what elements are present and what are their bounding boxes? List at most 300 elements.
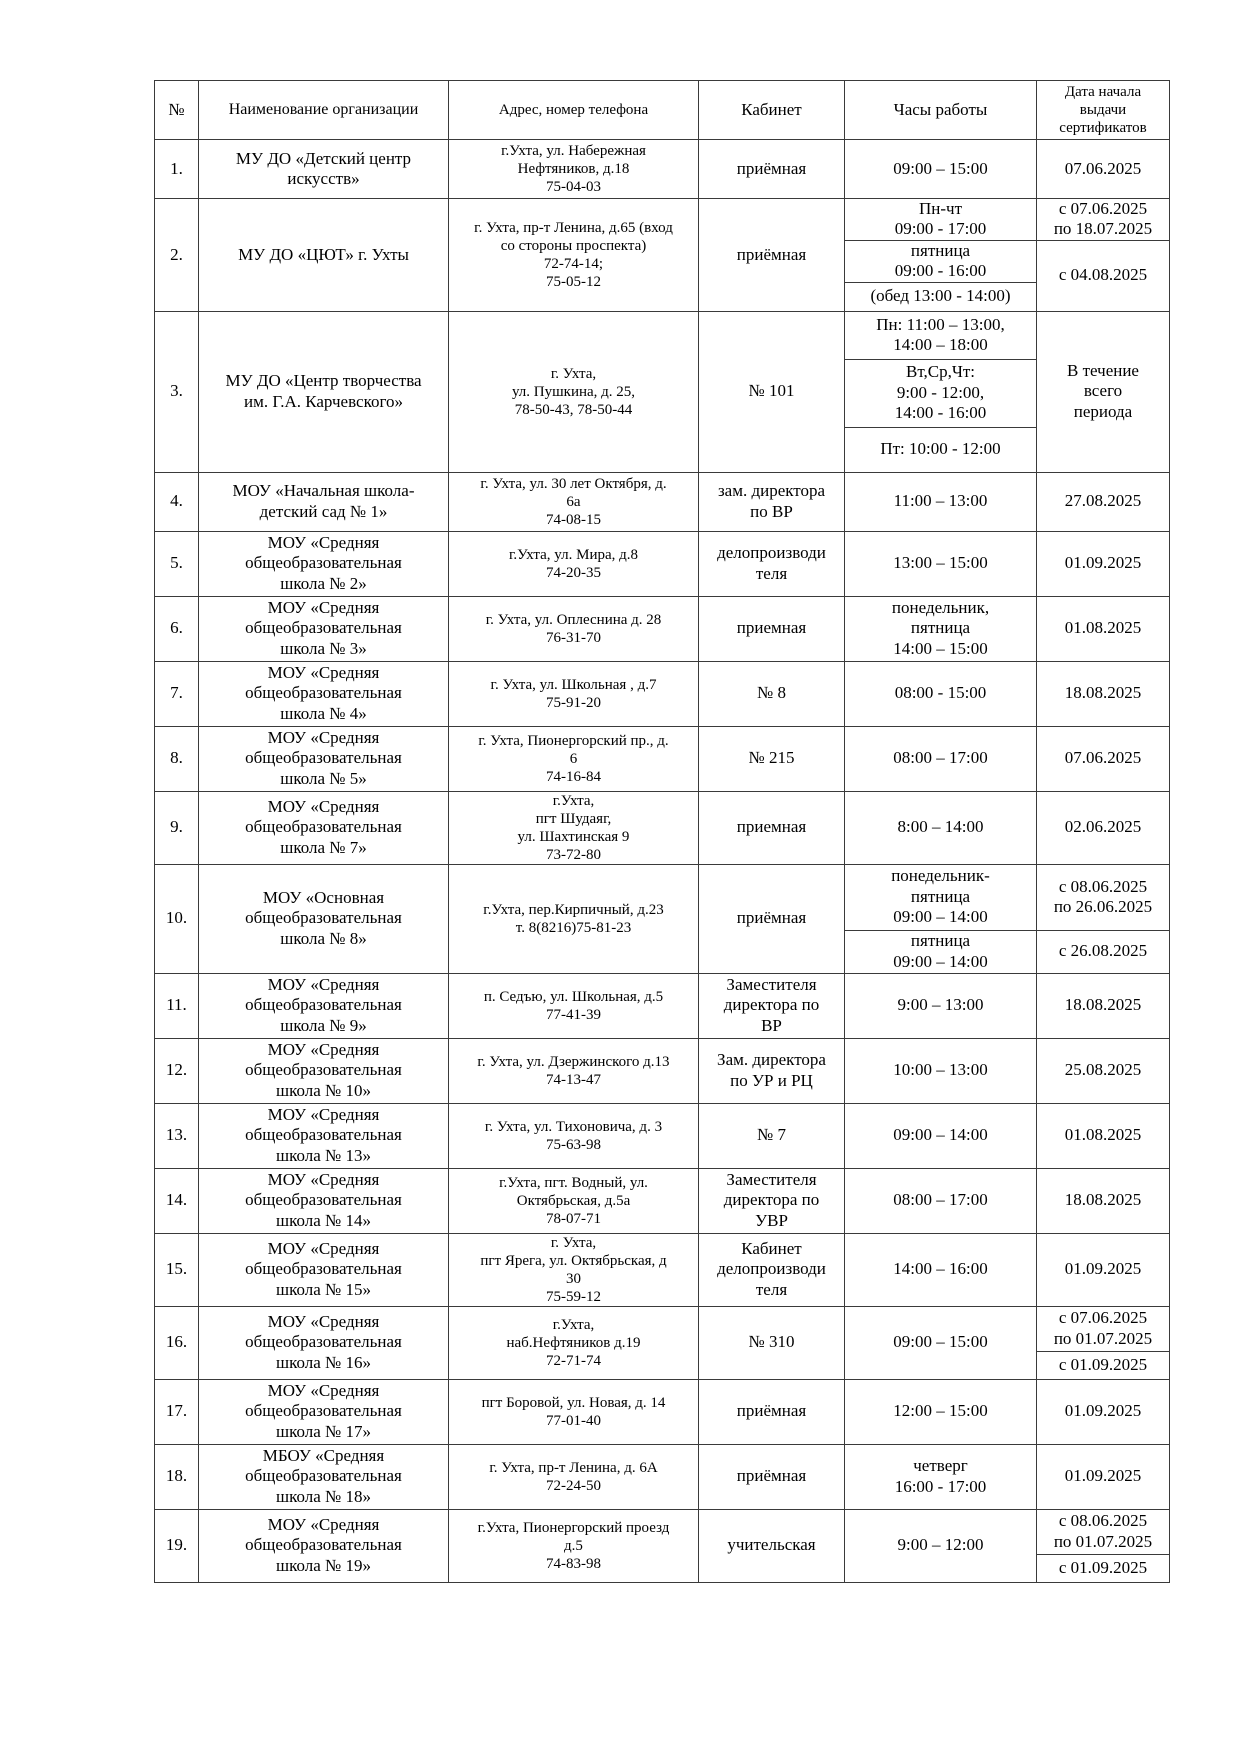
start-date xyxy=(1037,864,1170,930)
office-room xyxy=(699,1509,845,1582)
start-date xyxy=(1037,1351,1170,1379)
office-line: приёмная xyxy=(736,158,807,178)
date-line: 01.09.2025 xyxy=(1064,1466,1142,1486)
address-line: Октябрьская, д.5а xyxy=(516,1192,631,1209)
hours-line: 09:00 – 14:00 xyxy=(893,951,988,971)
hours-line: 11:00 – 13:00 xyxy=(893,491,988,511)
hours-line: 14:00 – 15:00 xyxy=(893,638,988,658)
organization-name xyxy=(199,596,449,661)
organization-line: школа № 19» xyxy=(275,1555,371,1575)
hours-line: 09:00 – 15:00 xyxy=(893,1332,988,1352)
hours-line: пятница xyxy=(910,240,971,260)
office-room xyxy=(699,311,845,472)
address-line: со стороны проспекта) xyxy=(500,237,647,254)
organization-name xyxy=(199,311,449,472)
address-line: г. Ухта, ул. Оплеснина д. 28 xyxy=(485,611,662,628)
date-line: с 26.08.2025 xyxy=(1058,941,1148,961)
address-line: 74-20-35 xyxy=(546,564,601,581)
address-line: 78-07-71 xyxy=(546,1210,601,1227)
address-line: 30 xyxy=(566,1270,581,1287)
date-line: с 07.06.2025 xyxy=(1058,1308,1148,1328)
hours-line: 08:00 - 15:00 xyxy=(894,683,987,703)
date-line: 27.08.2025 xyxy=(1064,491,1142,511)
organization-line: МОУ «Средняя xyxy=(267,796,380,816)
organization-name xyxy=(199,726,449,791)
organization-line: МУ ДО «ЦЮТ» г. Ухты xyxy=(238,244,409,264)
hours-line: 8:00 – 14:00 xyxy=(897,817,984,837)
address-line: т. 8(8216)75-81-23 xyxy=(515,919,632,936)
start-date xyxy=(1037,531,1170,596)
header-date-line: сертификатов xyxy=(1059,120,1147,136)
start-date xyxy=(1037,973,1170,1038)
hours-line: 09:00 – 15:00 xyxy=(893,158,988,178)
office-line: № 310 xyxy=(748,1332,795,1352)
hours-line: 13:00 – 15:00 xyxy=(893,553,988,573)
office-room xyxy=(699,661,845,726)
office-room xyxy=(699,973,845,1038)
start-date xyxy=(1037,240,1170,311)
office-line: ВР xyxy=(761,1015,782,1035)
working-hours xyxy=(845,1306,1037,1379)
start-date xyxy=(1037,930,1170,973)
organization-line: МОУ «Средняя xyxy=(267,1380,380,1400)
table-row xyxy=(155,140,1170,199)
office-line: № 8 xyxy=(757,683,786,703)
date-line: по 01.07.2025 xyxy=(1053,1531,1153,1551)
office-room xyxy=(699,199,845,312)
office-line: № 7 xyxy=(757,1125,786,1145)
table-row xyxy=(155,1038,1170,1103)
office-room xyxy=(699,140,845,199)
address-phone xyxy=(449,1509,699,1582)
organization-name xyxy=(199,1103,449,1168)
start-date xyxy=(1037,1509,1170,1554)
address-line: г. Ухта, ул. Школьная , д.7 xyxy=(490,676,657,693)
organization-line: МУ ДО «Детский центр xyxy=(235,148,412,168)
working-hours xyxy=(845,1379,1037,1444)
working-hours xyxy=(845,240,1037,282)
organization-line: школа № 5» xyxy=(280,768,367,788)
address-line: г.Ухта, пер.Кирпичный, д.23 xyxy=(483,901,664,918)
date-line: по 01.07.2025 xyxy=(1053,1328,1153,1348)
address-line: 74-08-15 xyxy=(546,511,601,528)
row-number: 18. xyxy=(155,1444,199,1509)
working-hours xyxy=(845,1233,1037,1306)
address-line: г. Ухта, ул. Тихоновича, д. 3 xyxy=(484,1118,663,1135)
header-hours: Часы работы xyxy=(845,81,1037,140)
office-line: приемная xyxy=(736,817,807,837)
address-line: г.Ухта, Пионергорский проезд xyxy=(477,1519,670,1536)
address-line: 75-04-03 xyxy=(546,179,601,195)
hours-line: пятница xyxy=(910,618,971,638)
organization-name xyxy=(199,1168,449,1233)
address-line: г. Ухта, ул. Дзержинского д.13 xyxy=(477,1053,670,1070)
organization-line: общеобразовательная xyxy=(245,618,402,638)
date-line: с 07.06.2025 xyxy=(1058,199,1148,218)
hours-line: 08:00 – 17:00 xyxy=(893,748,988,768)
header-date-line: Дата начала xyxy=(1064,84,1142,100)
address-line: пгт Шудаяг, xyxy=(535,810,612,827)
working-hours xyxy=(845,311,1037,359)
row-number: 4. xyxy=(155,472,199,531)
hours-line: 09:00 – 14:00 xyxy=(893,907,988,927)
organization-line: школа № 17» xyxy=(275,1421,371,1441)
date-line: 01.08.2025 xyxy=(1064,1125,1142,1145)
hours-line: 14:00 – 16:00 xyxy=(893,1259,988,1279)
address-line: 75-63-98 xyxy=(546,1136,601,1153)
start-date xyxy=(1037,1038,1170,1103)
address-line: г. Ухта, пр-т Ленина, д.65 (вход xyxy=(474,219,673,236)
office-room xyxy=(699,1103,845,1168)
address-line: Нефтяников, д.18 xyxy=(517,161,630,177)
office-line: № 101 xyxy=(748,381,795,401)
hours-line: четверг xyxy=(913,1456,968,1476)
organization-line: школа № 16» xyxy=(275,1352,371,1372)
address-line: г.Ухта, пгт. Водный, ул. xyxy=(499,1174,648,1191)
date-line: 18.08.2025 xyxy=(1064,683,1142,703)
hours-line: 09:00 - 16:00 xyxy=(894,261,987,281)
organization-line: общеобразовательная xyxy=(245,1535,402,1555)
address-phone xyxy=(449,1444,699,1509)
working-hours xyxy=(845,864,1037,930)
organization-line: общеобразовательная xyxy=(245,1190,402,1210)
address-phone xyxy=(449,199,699,312)
date-line: 01.09.2025 xyxy=(1064,1259,1142,1279)
date-line: 02.06.2025 xyxy=(1064,817,1142,837)
office-line: приёмная xyxy=(736,1401,807,1421)
date-line: по 26.06.2025 xyxy=(1053,897,1153,917)
working-hours xyxy=(845,1444,1037,1509)
row-number: 9. xyxy=(155,791,199,864)
organization-line: МОУ «Средняя xyxy=(267,1311,380,1331)
organization-line: школа № 8» xyxy=(280,928,367,948)
office-line: Заместителя xyxy=(726,1169,817,1189)
organization-line: МОУ «Средняя xyxy=(267,597,380,617)
organization-line: школа № 7» xyxy=(280,837,367,857)
organization-line: МОУ «Начальная школа- xyxy=(232,481,415,501)
header-address: Адрес, номер телефона xyxy=(449,81,699,140)
address-phone xyxy=(449,596,699,661)
address-line: г. Ухта, Пионергорский пр., д. xyxy=(478,732,669,749)
start-date xyxy=(1037,1554,1170,1582)
address-line: г. Ухта, пр-т Ленина, д. 6А xyxy=(489,1459,658,1476)
office-room xyxy=(699,1233,845,1306)
organization-line: школа № 15» xyxy=(275,1279,371,1299)
organization-line: МОУ «Средняя xyxy=(267,727,380,747)
address-line: г.Ухта, ул. Мира, д.8 xyxy=(508,546,639,563)
start-date xyxy=(1037,1233,1170,1306)
table-row xyxy=(155,199,1170,241)
working-hours xyxy=(845,427,1037,472)
working-hours xyxy=(845,140,1037,199)
working-hours xyxy=(845,726,1037,791)
hours-line: Пт: 10:00 - 12:00 xyxy=(880,439,1001,459)
date-line: по 18.07.2025 xyxy=(1053,219,1153,239)
working-hours xyxy=(845,282,1037,311)
organization-line: общеобразовательная xyxy=(245,1332,402,1352)
address-phone xyxy=(449,791,699,864)
table-row xyxy=(155,1379,1170,1444)
hours-line: 9:00 – 13:00 xyxy=(897,995,984,1015)
working-hours xyxy=(845,359,1037,427)
organization-line: общеобразовательная xyxy=(245,748,402,768)
table-row xyxy=(155,1103,1170,1168)
working-hours xyxy=(845,791,1037,864)
organization-name xyxy=(199,140,449,199)
organization-line: общеобразовательная xyxy=(245,1125,402,1145)
address-phone xyxy=(449,531,699,596)
organization-line: школа № 14» xyxy=(275,1210,371,1230)
date-line: с 08.06.2025 xyxy=(1058,1511,1148,1531)
office-line: № 215 xyxy=(748,748,795,768)
address-line: 77-41-39 xyxy=(546,1006,601,1023)
working-hours xyxy=(845,930,1037,973)
hours-line: 9:00 - 12:00, xyxy=(896,382,985,402)
table-header-row xyxy=(155,81,1170,140)
office-line: приёмная xyxy=(736,1466,807,1486)
working-hours xyxy=(845,1168,1037,1233)
office-room xyxy=(699,1379,845,1444)
organization-name xyxy=(199,661,449,726)
organization-line: им. Г.А. Карчевского» xyxy=(243,391,404,411)
organization-name xyxy=(199,1509,449,1582)
address-phone xyxy=(449,1038,699,1103)
address-line: д.5 xyxy=(564,1537,583,1554)
date-line: 18.08.2025 xyxy=(1064,1190,1142,1210)
office-room xyxy=(699,864,845,973)
hours-line: Пн: 11:00 – 13:00, xyxy=(876,314,1005,334)
row-number: 1. xyxy=(155,140,199,199)
working-hours xyxy=(845,531,1037,596)
address-phone xyxy=(449,472,699,531)
organization-line: школа № 10» xyxy=(275,1080,371,1100)
address-line: ул. Шахтинская 9 xyxy=(517,828,630,845)
organization-line: МОУ «Средняя xyxy=(267,1238,380,1258)
table-row xyxy=(155,661,1170,726)
office-line: учительская xyxy=(727,1535,816,1555)
organization-name xyxy=(199,791,449,864)
date-line: 25.08.2025 xyxy=(1064,1060,1142,1080)
address-line: 74-16-84 xyxy=(546,768,601,785)
row-number: 12. xyxy=(155,1038,199,1103)
office-line: по УР и РЦ xyxy=(730,1070,813,1090)
office-line: Заместителя xyxy=(726,974,817,994)
header-start-date xyxy=(1037,81,1170,140)
address-phone xyxy=(449,311,699,472)
hours-line: пятница xyxy=(910,931,971,951)
start-date xyxy=(1037,726,1170,791)
office-line: приёмная xyxy=(736,908,807,928)
organization-line: общеобразовательная xyxy=(245,553,402,573)
header-organization: Наименование организации xyxy=(199,81,449,140)
organization-line: МОУ «Средняя xyxy=(267,1039,380,1059)
organization-line: МОУ «Средняя xyxy=(267,1169,380,1189)
office-line: УВР xyxy=(755,1210,788,1230)
office-room xyxy=(699,1038,845,1103)
start-date xyxy=(1037,311,1170,472)
address-phone xyxy=(449,726,699,791)
hours-line: 9:00 – 12:00 xyxy=(897,1535,984,1555)
office-room xyxy=(699,1168,845,1233)
address-phone xyxy=(449,864,699,973)
row-number: 19. xyxy=(155,1509,199,1582)
certificates-schedule-table xyxy=(154,80,1170,1583)
row-number: 5. xyxy=(155,531,199,596)
organization-name xyxy=(199,531,449,596)
header-office: Кабинет xyxy=(699,81,845,140)
office-line: по ВР xyxy=(750,501,793,521)
address-line: 6 xyxy=(569,750,578,767)
address-line: г. Ухта, ул. 30 лет Октября, д. xyxy=(480,475,667,492)
row-number: 2. xyxy=(155,199,199,312)
header-number: № xyxy=(155,81,199,140)
office-line: Зам. директора xyxy=(717,1050,826,1070)
table-body xyxy=(155,140,1170,1583)
address-phone xyxy=(449,973,699,1038)
office-room xyxy=(699,596,845,661)
office-room xyxy=(699,791,845,864)
office-room xyxy=(699,472,845,531)
working-hours xyxy=(845,973,1037,1038)
organization-name xyxy=(199,864,449,973)
address-phone xyxy=(449,1306,699,1379)
organization-name xyxy=(199,472,449,531)
organization-line: школа № 9» xyxy=(280,1015,367,1035)
organization-line: МБОУ «Средняя xyxy=(262,1445,385,1465)
hours-line: 14:00 - 16:00 xyxy=(894,403,987,423)
date-line: с 08.06.2025 xyxy=(1058,876,1148,896)
address-line: наб.Нефтяников д.19 xyxy=(506,1334,641,1351)
organization-line: МОУ «Средняя xyxy=(267,532,380,552)
organization-name xyxy=(199,1444,449,1509)
start-date xyxy=(1037,1103,1170,1168)
working-hours xyxy=(845,472,1037,531)
hours-line: 09:00 – 14:00 xyxy=(893,1125,988,1145)
hours-line: понедельник- xyxy=(891,866,990,886)
address-line: 75-91-20 xyxy=(546,694,601,711)
organization-line: общеобразовательная xyxy=(245,908,402,928)
address-line: г.Ухта, xyxy=(552,1316,595,1333)
address-phone xyxy=(449,140,699,199)
row-number: 16. xyxy=(155,1306,199,1379)
office-line: делопроизводи xyxy=(717,1259,826,1279)
organization-line: общеобразовательная xyxy=(245,995,402,1015)
hours-line: 16:00 - 17:00 xyxy=(894,1476,987,1496)
address-line: 78-50-43, 78-50-44 xyxy=(514,401,633,418)
address-line: 75-59-12 xyxy=(546,1288,601,1305)
address-line: 6а xyxy=(566,493,581,510)
date-line: 07.06.2025 xyxy=(1064,748,1142,768)
hours-line: 14:00 – 18:00 xyxy=(893,335,988,355)
working-hours xyxy=(845,1509,1037,1582)
address-line: пгт Ярега, ул. Октябрьская, д xyxy=(480,1252,667,1269)
date-line: 01.09.2025 xyxy=(1064,553,1142,573)
hours-line: 09:00 - 17:00 xyxy=(894,219,987,239)
hours-line: 12:00 – 15:00 xyxy=(893,1401,988,1421)
organization-name xyxy=(199,973,449,1038)
address-line: ул. Пушкина, д. 25, xyxy=(511,383,636,400)
organization-line: общеобразовательная xyxy=(245,683,402,703)
date-line: всего xyxy=(1083,381,1123,401)
table-row xyxy=(155,311,1170,359)
table-row xyxy=(155,1233,1170,1306)
address-phone xyxy=(449,1379,699,1444)
date-line: с 04.08.2025 xyxy=(1058,265,1148,285)
row-number: 17. xyxy=(155,1379,199,1444)
organization-line: детский сад № 1» xyxy=(259,501,388,521)
office-line: зам. директора xyxy=(717,481,826,501)
row-number: 3. xyxy=(155,311,199,472)
organization-name xyxy=(199,199,449,312)
organization-name xyxy=(199,1233,449,1306)
table-row xyxy=(155,864,1170,930)
table-row xyxy=(155,1168,1170,1233)
table-row xyxy=(155,1509,1170,1554)
organization-line: общеобразовательная xyxy=(245,817,402,837)
date-line: 07.06.2025 xyxy=(1064,158,1142,178)
organization-line: школа № 13» xyxy=(275,1145,371,1165)
date-line: периода xyxy=(1073,401,1133,421)
organization-line: школа № 18» xyxy=(275,1486,371,1506)
organization-name xyxy=(199,1379,449,1444)
hours-line: (обед 13:00 - 14:00) xyxy=(870,286,1011,306)
hours-line: Вт,Ср,Чт: xyxy=(905,362,976,382)
hours-line: Пн-чт xyxy=(918,199,962,218)
organization-line: общеобразовательная xyxy=(245,1259,402,1279)
row-number: 14. xyxy=(155,1168,199,1233)
table-row xyxy=(155,472,1170,531)
address-phone xyxy=(449,661,699,726)
date-line: 18.08.2025 xyxy=(1064,995,1142,1015)
header-date-line: выдачи xyxy=(1079,102,1127,118)
organization-name xyxy=(199,1306,449,1379)
organization-line: МОУ «Средняя xyxy=(267,974,380,994)
start-date xyxy=(1037,791,1170,864)
office-line: Кабинет xyxy=(741,1238,802,1258)
address-line: 72-71-74 xyxy=(546,1352,601,1369)
date-line: 01.08.2025 xyxy=(1064,618,1142,638)
organization-line: общеобразовательная xyxy=(245,1466,402,1486)
address-phone xyxy=(449,1103,699,1168)
start-date xyxy=(1037,140,1170,199)
organization-line: школа № 2» xyxy=(280,573,367,593)
address-line: п. Седъю, ул. Школьная, д.5 xyxy=(483,988,664,1005)
organization-line: МОУ «Основная xyxy=(262,887,385,907)
table-row xyxy=(155,1306,1170,1351)
address-line: 74-13-47 xyxy=(546,1071,601,1088)
office-line: директора по xyxy=(723,1190,820,1210)
table-row xyxy=(155,1444,1170,1509)
working-hours xyxy=(845,1038,1037,1103)
start-date xyxy=(1037,199,1170,241)
start-date xyxy=(1037,1168,1170,1233)
start-date xyxy=(1037,1379,1170,1444)
working-hours xyxy=(845,596,1037,661)
start-date xyxy=(1037,596,1170,661)
row-number: 11. xyxy=(155,973,199,1038)
date-line: с 01.09.2025 xyxy=(1058,1354,1148,1374)
office-line: приемная xyxy=(736,618,807,638)
organization-line: МОУ «Средняя xyxy=(267,1104,380,1124)
address-line: 76-31-70 xyxy=(546,629,601,646)
office-line: приёмная xyxy=(736,244,807,264)
table-row xyxy=(155,531,1170,596)
date-line: В течение xyxy=(1067,360,1139,380)
organization-line: школа № 3» xyxy=(280,638,367,658)
office-line: делопроизводи xyxy=(717,543,826,563)
start-date xyxy=(1037,661,1170,726)
table-row xyxy=(155,726,1170,791)
